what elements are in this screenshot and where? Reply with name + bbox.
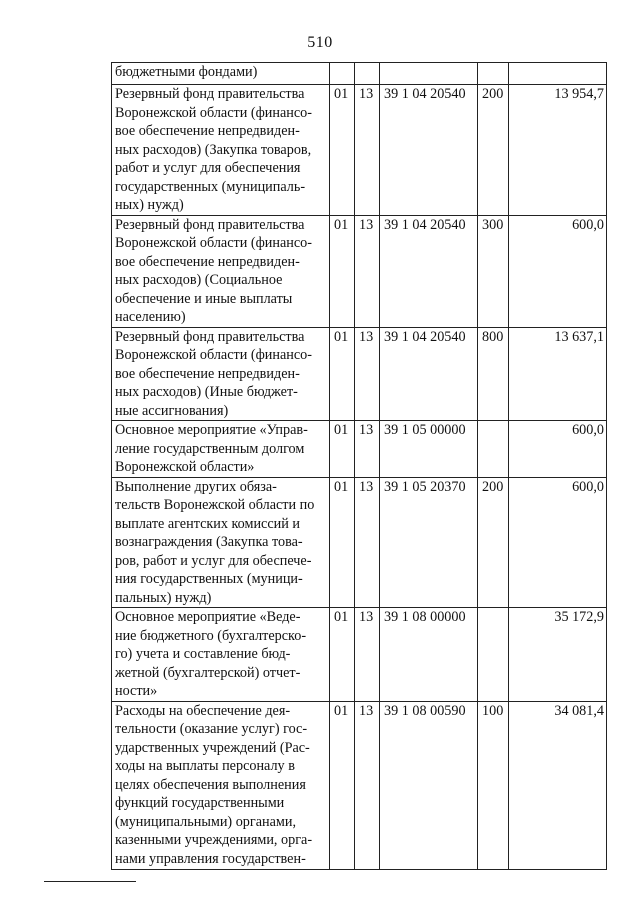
- row-target-article: [380, 63, 478, 85]
- row-name: Резервный фонд правительства Воронежской области (финансо- вое обеспечение непредвиден- ных расходов) (Социальное обеспечение и иные выплаты населению): [112, 215, 330, 327]
- row-amount: 600,0: [509, 421, 607, 478]
- row-amount: [509, 63, 607, 85]
- row-expense-type: [478, 63, 509, 85]
- table-row: [112, 85, 607, 216]
- row-section: 01: [330, 85, 355, 216]
- row-amount: 13 637,1: [509, 327, 607, 421]
- row-subsection: 13: [355, 608, 380, 702]
- row-subsection: [355, 63, 380, 85]
- row-name: Резервный фонд правительства Воронежской области (финансо- вое обеспечение непредвиден- ных расходов) (Иные бюджет- ные ассигнования): [112, 327, 330, 421]
- table-row: [112, 608, 607, 702]
- row-expense-type: [478, 608, 509, 702]
- row-target-article: 39 1 04 20540: [380, 327, 478, 421]
- row-subsection: 13: [355, 327, 380, 421]
- footnote-divider: [44, 881, 136, 882]
- row-amount: 600,0: [509, 215, 607, 327]
- table-row: [112, 701, 607, 869]
- row-subsection: 13: [355, 215, 380, 327]
- row-expense-type: 200: [478, 85, 509, 216]
- row-amount: 13 954,7: [509, 85, 607, 216]
- row-expense-type: 200: [478, 477, 509, 608]
- row-expense-type: 800: [478, 327, 509, 421]
- table-row: [112, 215, 607, 327]
- row-name: Выполнение других обяза- тельств Воронежской области по выплате агентских комиссий и вознаграждения (Закупка това- ров, работ и услуг для обеспече- ния государственных (муници- пальных) нужд): [112, 477, 330, 608]
- row-target-article: 39 1 04 20540: [380, 215, 478, 327]
- row-name: Расходы на обеспечение дея- тельности (оказание услуг) гос- ударственных учреждений (Рас- ходы на выплаты персоналу в целях обеспечения выполнения функций государственными (муниципальными) органами, казенными учреждениями, орга- нами управления государствен-: [112, 701, 330, 869]
- row-expense-type: 100: [478, 701, 509, 869]
- row-target-article: 39 1 08 00590: [380, 701, 478, 869]
- table-row: [112, 63, 607, 85]
- row-expense-type: [478, 421, 509, 478]
- row-target-article: 39 1 05 00000: [380, 421, 478, 478]
- row-target-article: 39 1 08 00000: [380, 608, 478, 702]
- table-row: [112, 477, 607, 608]
- row-name: Основное мероприятие «Управ- ление государственным долгом Воронежской области»: [112, 421, 330, 478]
- row-name: бюджетными фондами): [112, 63, 330, 85]
- row-section: 01: [330, 477, 355, 608]
- table-row: [112, 421, 607, 478]
- row-target-article: 39 1 05 20370: [380, 477, 478, 608]
- row-section: 01: [330, 608, 355, 702]
- row-section: 01: [330, 327, 355, 421]
- row-section: 01: [330, 215, 355, 327]
- row-subsection: 13: [355, 85, 380, 216]
- page-number: 510: [307, 34, 333, 51]
- row-expense-type: 300: [478, 215, 509, 327]
- row-subsection: 13: [355, 701, 380, 869]
- row-target-article: 39 1 04 20540: [380, 85, 478, 216]
- row-section: 01: [330, 701, 355, 869]
- budget-table: [111, 62, 607, 870]
- row-amount: 35 172,9: [509, 608, 607, 702]
- row-subsection: 13: [355, 477, 380, 608]
- row-section: [330, 63, 355, 85]
- row-section: 01: [330, 421, 355, 478]
- table-row: [112, 327, 607, 421]
- row-amount: 34 081,4: [509, 701, 607, 869]
- row-amount: 600,0: [509, 477, 607, 608]
- row-subsection: 13: [355, 421, 380, 478]
- row-name: Основное мероприятие «Веде- ние бюджетного (бухгалтерско- го) учета и составление бюд- жетной (бухгалтерской) отчет- ности»: [112, 608, 330, 702]
- row-name: Резервный фонд правительства Воронежской области (финансо- вое обеспечение непредвиден- ных расходов) (Закупка товаров, работ и услуг для обеспечения государственных (муниципаль- ных) нужд): [112, 85, 330, 216]
